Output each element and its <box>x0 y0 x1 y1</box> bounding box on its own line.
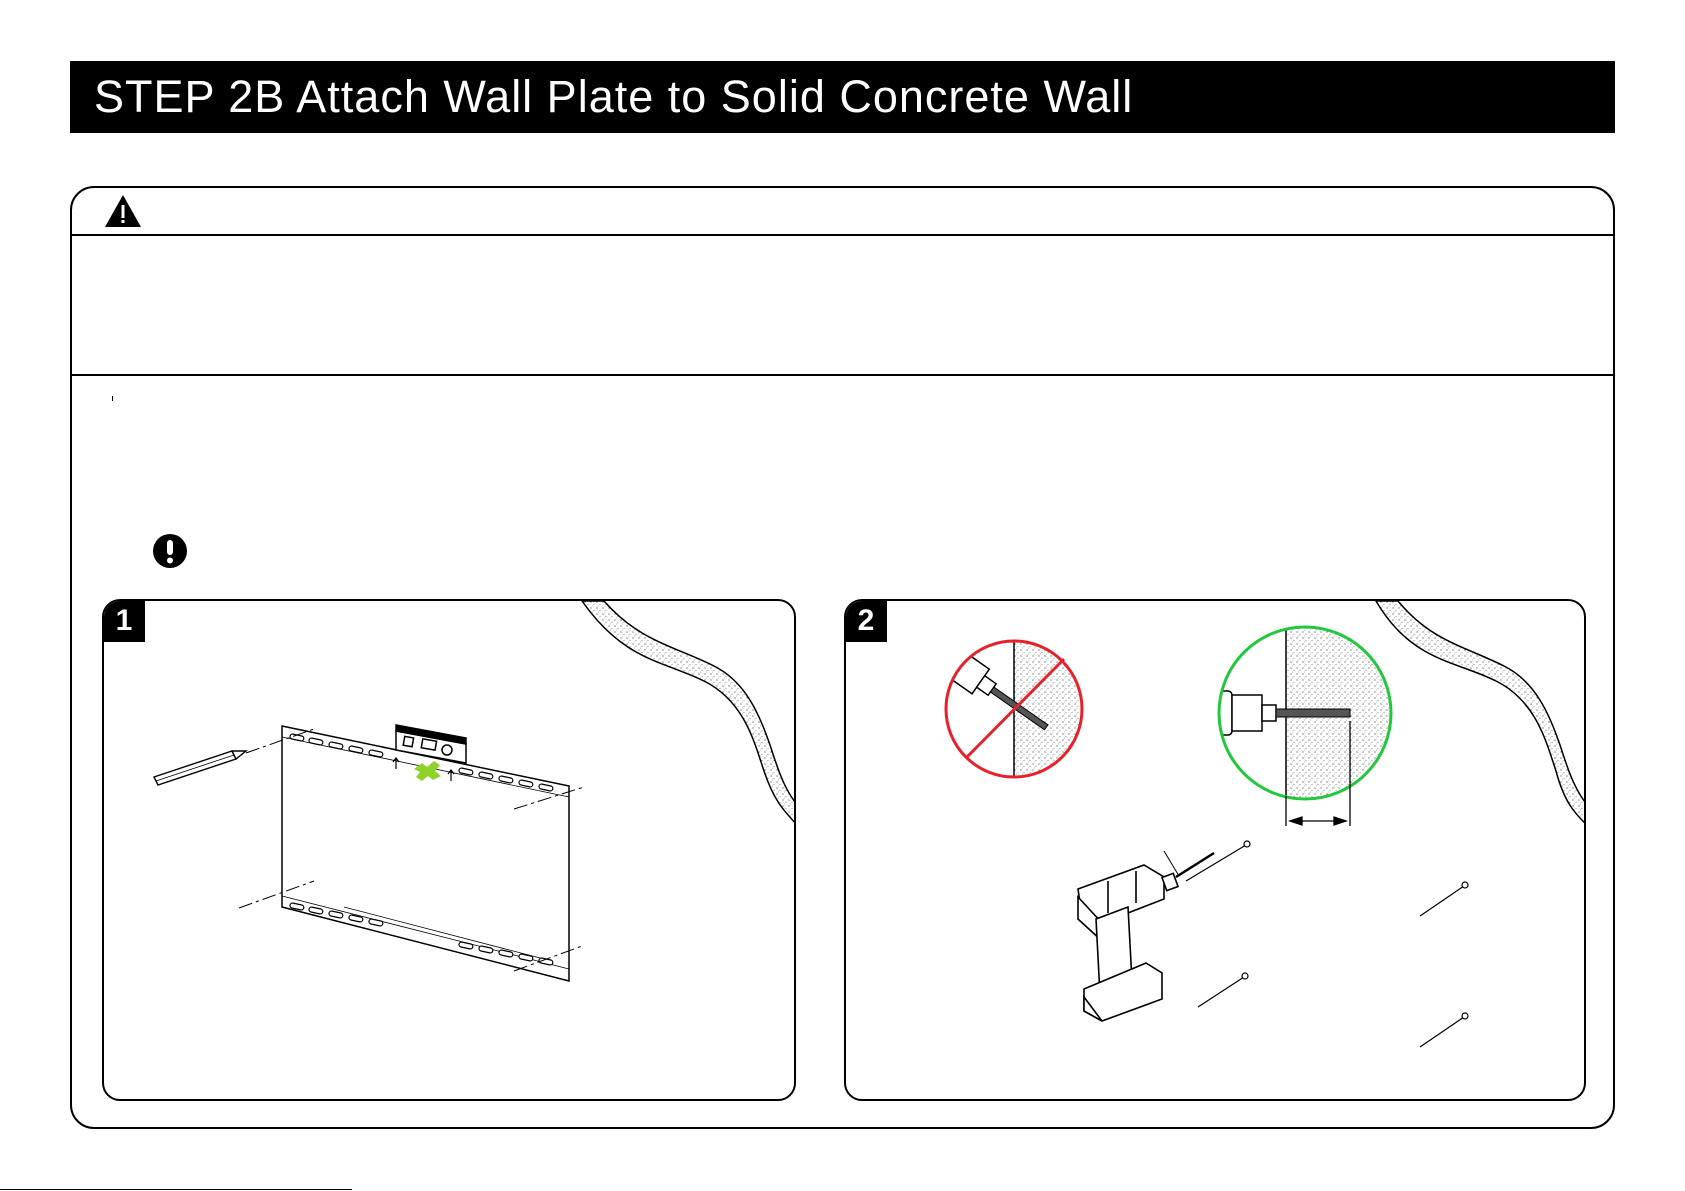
drilling-illustration <box>846 601 1586 1101</box>
bullet-mark <box>112 396 113 401</box>
anchor-markers <box>1186 841 1468 1047</box>
concrete-wall-edge <box>582 601 796 826</box>
wall-plate <box>282 726 569 981</box>
footer-rule <box>0 1189 352 1190</box>
level-ok-marker <box>414 761 441 781</box>
step-panel-2 <box>844 599 1586 1101</box>
wall-plate-illustration <box>104 601 796 1101</box>
warning-header <box>72 188 1613 236</box>
concrete-wall-edge <box>1376 601 1586 826</box>
warning-body <box>72 234 1613 376</box>
warning-box <box>70 186 1615 1129</box>
pencil <box>154 751 246 785</box>
step-panel-1 <box>102 599 796 1101</box>
drill-bit-leader <box>1164 851 1179 876</box>
correct-straight-drilling <box>1218 621 1396 811</box>
exclamation-circle-icon <box>152 533 188 569</box>
warning-triangle-icon <box>104 194 142 228</box>
incorrect-angled-drilling <box>936 631 1104 791</box>
step-number-badge: 1 <box>103 600 145 642</box>
page-title: STEP 2B Attach Wall Plate to Solid Concrete Wall <box>94 71 1134 122</box>
title-bar <box>70 61 1615 133</box>
step-number-badge: 2 <box>845 600 887 642</box>
bottom-mounting-slots <box>290 903 554 966</box>
power-drill <box>1078 853 1214 1021</box>
marking-lines <box>239 729 584 971</box>
